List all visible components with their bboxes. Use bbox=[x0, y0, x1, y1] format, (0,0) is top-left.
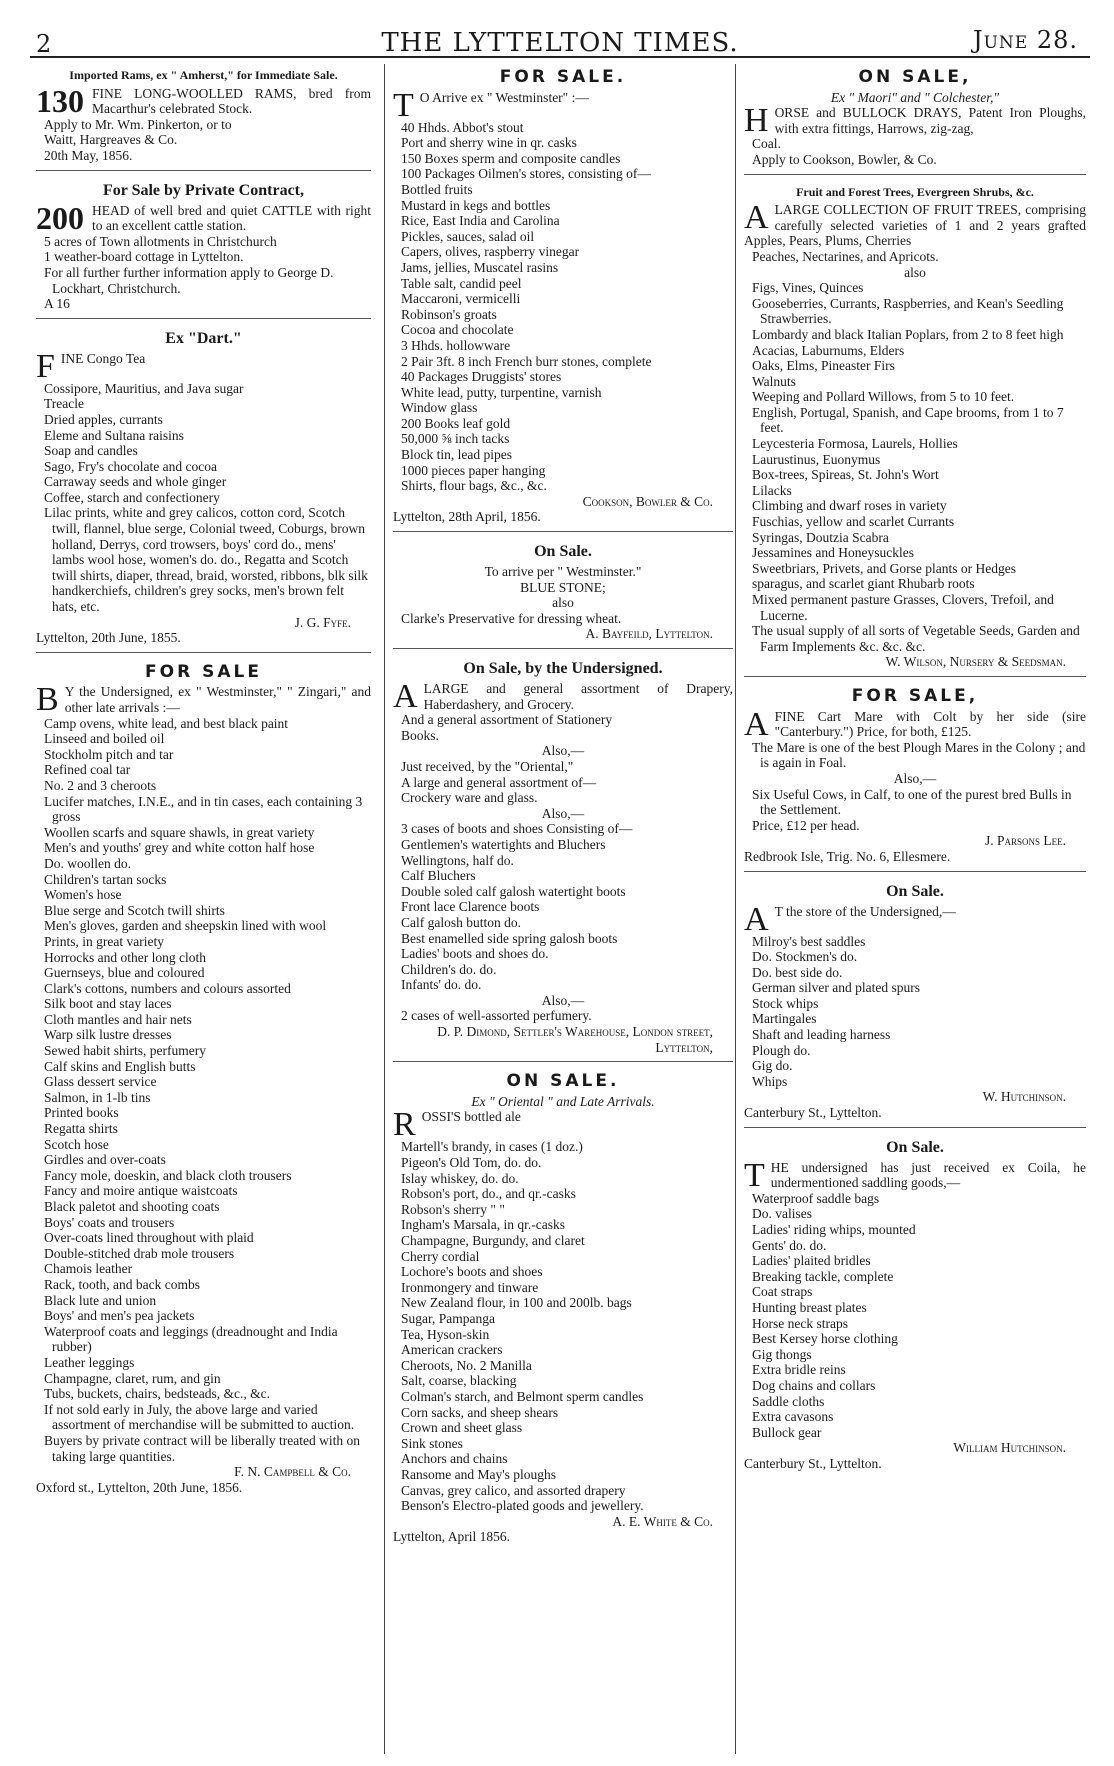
ad-intro-text: HEAD of well bred and quiet CATTLE with right to an excellent cattle station. bbox=[92, 202, 371, 234]
ad-heading: ON SALE. bbox=[506, 1071, 620, 1092]
ad-line: English, Portugal, Spanish, and Cape brooms, from 1 to 7 feet. bbox=[752, 404, 1064, 436]
ad-line: Plough do. bbox=[752, 1042, 811, 1058]
ad-intro-text: O Arrive ex " Westminster" :— bbox=[419, 89, 589, 105]
ad-line: Sewed habit shirts, perfumery bbox=[44, 1043, 206, 1059]
ad-line: Sugar, Pampanga bbox=[401, 1310, 495, 1326]
ad-heading: On Sale. bbox=[886, 1138, 944, 1156]
ad-line: Pigeon's Old Tom, do. do. bbox=[401, 1155, 542, 1171]
drop-capital: R bbox=[393, 1106, 416, 1144]
ad-line: Infants' do. do. bbox=[401, 977, 482, 993]
ad-line: Double soled calf galosh watertight boots bbox=[401, 883, 626, 899]
ad-line: 100 Packages Oilmen's stores, consisting of— bbox=[401, 166, 651, 182]
ad-line: A large and general assortment of— bbox=[401, 774, 597, 790]
ad-line: Anchors and chains bbox=[401, 1451, 508, 1467]
ad-line: Ironmongery and tinware bbox=[401, 1279, 539, 1295]
ad-signature: J. Parsons Lee. bbox=[984, 833, 1066, 849]
column-1 bbox=[36, 64, 371, 1754]
ad-heading: Imported Rams, ex " Amherst," for Immediate Sale. bbox=[69, 68, 338, 82]
ad-heading: On Sale. bbox=[534, 543, 592, 561]
ad-line: 40 Hhds. Abbot's stout bbox=[401, 119, 524, 135]
ad-signature: J. G. Fyfe. bbox=[294, 614, 351, 630]
ad-line: 3 cases of boots and shoes Consisting of— bbox=[401, 821, 633, 837]
ad-subheading: Ex " Maori" and " Colchester," bbox=[830, 89, 1000, 105]
ad-line: Ransome and May's ploughs bbox=[401, 1466, 557, 1482]
drop-capital: F bbox=[36, 347, 55, 385]
ad-intro-text: OSSI'S bottled ale bbox=[421, 1109, 521, 1125]
ad-line: Shirts, flour bags, &c., &c. bbox=[401, 478, 547, 494]
ad-line: Colman's starch, and Belmont sperm candles bbox=[401, 1388, 644, 1404]
column-2 bbox=[384, 64, 733, 1754]
ad-line: Regatta shirts bbox=[44, 1121, 118, 1137]
ad-line: Lucifer matches, I.N.E., and in tin cases, each containing 3 gross bbox=[44, 793, 363, 825]
ad-line: Benson's Electro-plated goods and jewellery. bbox=[401, 1498, 644, 1514]
ad-line: Box-trees, Spireas, St. John's Wort bbox=[752, 467, 939, 483]
ad-line: Syringas, Doutzia Scabra bbox=[752, 529, 889, 545]
ad-line: Also,— bbox=[893, 770, 937, 786]
ad-line: Breaking tackle, complete bbox=[752, 1268, 894, 1284]
ad-line: Black lute and union bbox=[44, 1292, 157, 1308]
ad-intro-text: LARGE COLLECTION OF FRUIT TREES, comprising carefully selected varieties of 1 and 2 years grafted Apples, Pears, Plums, Cherries bbox=[744, 202, 1086, 249]
ad-intro-text: INE Congo Tea bbox=[60, 350, 146, 366]
ad-intro-text: FINE Cart Mare with Colt by her side (sire "Canterbury.") Price, for both, £125. bbox=[774, 708, 1086, 740]
ad-line: Soap and candles bbox=[44, 443, 138, 459]
ad-line: Buyers by private contract will be liberally treated with on taking large quantities. bbox=[44, 1432, 361, 1464]
drop-capital: A bbox=[393, 678, 418, 715]
ad-line: Stock whips bbox=[752, 995, 819, 1011]
ad-signature: F. N. Campbell & Co. bbox=[234, 1464, 351, 1480]
ad-line: Warp silk lustre dresses bbox=[44, 1027, 172, 1043]
ad-line: Gooseberries, Currants, Raspberries, and Kean's Seedling Strawberries. bbox=[752, 295, 1064, 327]
ad-number: 200 bbox=[36, 199, 84, 236]
ad-date-line: Oxford st., Lyttelton, 20th June, 1856. bbox=[36, 1479, 243, 1495]
ad-line: 200 Books leaf gold bbox=[401, 415, 511, 431]
ad-line: Calf Bluchers bbox=[401, 868, 476, 884]
ad-line: Islay whiskey, do. do. bbox=[401, 1170, 519, 1186]
ad-line: Gig thongs bbox=[752, 1346, 812, 1362]
drop-capital: T bbox=[744, 1156, 765, 1194]
ad-line: Six Useful Cows, in Calf, to one of the purest bred Bulls in the Settlement. bbox=[752, 786, 1072, 818]
ad-line: If not sold early in July, the above large and varied assortment of merchandise will be submitted to auction. bbox=[44, 1401, 355, 1433]
ad-line: Whips bbox=[752, 1073, 788, 1089]
columns bbox=[30, 64, 1090, 1754]
ad-line: Ladies' boots and shoes do. bbox=[401, 946, 549, 962]
ad-line: Children's do. do. bbox=[401, 961, 497, 977]
ad-line: Prints, in great variety bbox=[44, 933, 164, 949]
advertisement bbox=[393, 655, 733, 1062]
ad-heading: ON SALE, bbox=[858, 67, 972, 87]
ad-line: Ingham's Marsala, in qr.-casks bbox=[401, 1217, 566, 1233]
ad-line: The Mare is one of the best Plough Mares in the Colony ; and is again in Foal. bbox=[752, 739, 1086, 771]
ad-line: also bbox=[904, 264, 926, 280]
ad-line: Apply to Mr. Wm. Pinkerton, or to bbox=[44, 116, 232, 132]
ad-line: Maccaroni, vermicelli bbox=[401, 291, 521, 307]
ad-line: Crockery ware and glass. bbox=[401, 790, 538, 806]
ad-line: Stockholm pitch and tar bbox=[44, 746, 174, 762]
ad-subheading: Ex " Oriental " and Late Arrivals. bbox=[471, 1093, 655, 1109]
ad-line: Hunting breast plates bbox=[752, 1299, 867, 1315]
ad-line: Ladies' plaited bridles bbox=[752, 1253, 871, 1269]
ad-signature: W. Wilson, Nursery & Seedsman. bbox=[885, 654, 1066, 670]
advertisement bbox=[36, 325, 371, 653]
ad-line: Woollen scarfs and square shawls, in great variety bbox=[44, 824, 315, 840]
ad-line: Over-coats lined throughout with plaid bbox=[44, 1230, 254, 1246]
ad-line: Robson's sherry " " bbox=[401, 1201, 505, 1217]
ad-date-line: Canterbury St., Lyttelton. bbox=[744, 1455, 882, 1471]
drop-capital: B bbox=[36, 681, 59, 719]
ad-line: Salmon, in 1-lb tins bbox=[44, 1089, 151, 1105]
ad-line: sparagus, and scarlet giant Rhubarb roots bbox=[752, 576, 975, 592]
ad-line: Canvas, grey calico, and assorted drapery bbox=[401, 1482, 626, 1498]
drop-capital: T bbox=[393, 86, 414, 124]
ad-line: Best Kersey horse clothing bbox=[752, 1331, 898, 1347]
ad-intro-text: FINE LONG-WOOLLED RAMS, bred from Macarthur's celebrated Stock. bbox=[92, 85, 371, 117]
ad-line: Also,— bbox=[541, 805, 585, 821]
ad-line: Mustard in kegs and bottles bbox=[401, 197, 551, 213]
ad-line: Lilacks bbox=[752, 482, 792, 498]
ad-line: Bottled fruits bbox=[401, 181, 473, 197]
ad-line: Cocoa and chocolate bbox=[401, 322, 514, 338]
ad-line: American crackers bbox=[401, 1342, 503, 1358]
ad-line: Coat straps bbox=[752, 1284, 813, 1300]
ad-line: Acacias, Laburnums, Elders bbox=[752, 342, 905, 358]
newspaper-page bbox=[30, 16, 1090, 1756]
ad-line: Boys' coats and trousers bbox=[44, 1214, 175, 1230]
ad-line: To arrive per " Westminster." bbox=[484, 564, 642, 580]
ad-line: Robinson's groats bbox=[401, 306, 497, 322]
ad-signature: William Hutchinson. bbox=[953, 1440, 1066, 1456]
ad-line: Scotch hose bbox=[44, 1136, 109, 1152]
ad-line: Men's and youths' grey and white cotton half hose bbox=[44, 840, 315, 856]
advertisement bbox=[393, 1068, 733, 1551]
ad-line: Girdles and over-coats bbox=[44, 1152, 166, 1168]
ad-line: Robson's port, do., and qr.-casks bbox=[401, 1186, 576, 1202]
ad-line: Do. woollen do. bbox=[44, 855, 131, 871]
ad-line: Block tin, lead pipes bbox=[401, 447, 512, 463]
ad-line: Tea, Hyson-skin bbox=[401, 1326, 490, 1342]
ad-line: Jessamines and Honeysuckles bbox=[752, 545, 914, 561]
ad-line: Blue serge and Scotch twill shirts bbox=[44, 902, 225, 918]
ad-line: Oaks, Elms, Pineaster Firs bbox=[752, 358, 895, 374]
ad-line: Rack, tooth, and back combs bbox=[44, 1276, 200, 1292]
ad-line: Sago, Fry's chocolate and cocoa bbox=[44, 458, 218, 474]
ad-date-line: Canterbury St., Lyttelton. bbox=[744, 1105, 882, 1121]
ad-line: Laurustinus, Euonymus bbox=[752, 451, 881, 467]
ad-line: German silver and plated spurs bbox=[752, 980, 920, 996]
ad-line: Chamois leather bbox=[44, 1261, 133, 1277]
ad-line: Calf galosh button do. bbox=[401, 914, 521, 930]
ad-date-line: Lyttelton, April 1856. bbox=[393, 1529, 510, 1545]
ad-line: Horrocks and other long cloth bbox=[44, 949, 206, 965]
ad-line: New Zealand flour, in 100 and 200lb. bags bbox=[401, 1295, 632, 1311]
ad-line: Also,— bbox=[541, 743, 585, 759]
ad-line: Sweetbriars, Privets, and Gorse plants or Hedges bbox=[752, 560, 1016, 576]
drop-capital: A bbox=[744, 900, 769, 938]
advertisement bbox=[36, 64, 371, 171]
ad-intro-text: LARGE and general assortment of Drapery, Haberdashery, and Grocery. bbox=[423, 681, 733, 712]
ad-line: Do. valises bbox=[752, 1206, 812, 1222]
advertisement bbox=[744, 683, 1086, 872]
ad-line: Dried apples, currants bbox=[44, 411, 163, 427]
ad-line: Weeping and Pollard Willows, from 5 to 10 feet. bbox=[752, 389, 1015, 405]
issue-date: June 28. bbox=[972, 26, 1078, 54]
ad-line: Milroy's best saddles bbox=[752, 933, 866, 949]
ad-line: Waterproof coats and leggings (dreadnought and India rubber) bbox=[44, 1323, 338, 1355]
ad-line: Extra cavasons bbox=[752, 1409, 834, 1425]
ad-line: 1000 pieces paper hanging bbox=[401, 462, 546, 478]
ad-line: Shaft and leading harness bbox=[752, 1027, 891, 1043]
ad-line: 3 Hhds. hollowware bbox=[401, 337, 511, 353]
ad-line: Table salt, candid peel bbox=[401, 275, 522, 291]
ad-line: Climbing and dwarf roses in variety bbox=[752, 498, 947, 514]
advertisement bbox=[744, 64, 1086, 175]
ad-line: 2 cases of well-assorted perfumery. bbox=[401, 1008, 592, 1024]
ad-heading: Fruit and Forest Trees, Evergreen Shrubs, &c. bbox=[796, 184, 1034, 199]
ad-line: And a general assortment of Stationery bbox=[401, 712, 613, 728]
drop-capital: H bbox=[744, 102, 769, 140]
ad-line: Carraway seeds and whole ginger bbox=[44, 474, 227, 490]
ad-line: Wellingtons, half do. bbox=[401, 852, 514, 868]
ad-date-line: Lyttelton, 20th June, 1855. bbox=[36, 630, 181, 646]
ad-line: Jams, jellies, Muscatel rasins bbox=[401, 259, 559, 275]
ad-line: Black paletot and shooting coats bbox=[44, 1199, 220, 1214]
ad-line: Gents' do. do. bbox=[752, 1237, 827, 1253]
advertisement bbox=[744, 878, 1086, 1128]
ad-line: Clarke's Preservative for dressing wheat. bbox=[401, 610, 622, 626]
ad-line: Mixed permanent pasture Grasses, Clovers, Trefoil, and Lucerne. bbox=[752, 592, 1054, 623]
ad-line: Double-stitched drab mole trousers bbox=[44, 1245, 235, 1261]
ad-line: Women's hose bbox=[44, 887, 122, 903]
advertisement bbox=[393, 64, 733, 532]
drop-capital: A bbox=[744, 705, 769, 743]
ad-line: No. 2 and 3 cheroots bbox=[44, 777, 157, 793]
ad-line: Coffee, starch and confectionery bbox=[44, 489, 220, 505]
ad-line: Lombardy and black Italian Poplars, from 2 to 8 feet high bbox=[752, 326, 1064, 342]
ad-line: Gentlemen's watertights and Bluchers bbox=[401, 836, 606, 852]
ad-line: 50,000 ⅝ inch tacks bbox=[401, 431, 510, 447]
ad-line: Port and sherry wine in qr. casks bbox=[401, 135, 577, 151]
column-3 bbox=[735, 64, 1086, 1754]
masthead-title: THE LYTTELTON TIMES. bbox=[381, 28, 739, 58]
ad-line: Also,— bbox=[541, 992, 585, 1008]
advertisement bbox=[744, 1134, 1086, 1478]
ad-line: Champagne, claret, rum, and gin bbox=[44, 1370, 221, 1386]
ad-line: Champagne, Burgundy, and claret bbox=[401, 1233, 585, 1248]
ad-line: Window glass bbox=[401, 400, 478, 416]
ad-signature: A. Bayfeild, Lyttelton. bbox=[585, 626, 713, 642]
ad-line: Apply to Cookson, Bowler, & Co. bbox=[752, 151, 937, 167]
drop-capital: A bbox=[744, 199, 769, 237]
ad-line: Extra bridle reins bbox=[752, 1362, 846, 1378]
ad-line: Peaches, Nectarines, and Apricots. bbox=[752, 248, 939, 264]
ad-line: 1 weather-board cottage in Lyttelton. bbox=[44, 249, 244, 265]
ad-line: Ladies' riding whips, mounted bbox=[752, 1222, 916, 1237]
ad-line: 5 acres of Town allotments in Christchurch bbox=[44, 233, 277, 249]
ad-line: Gig do. bbox=[752, 1058, 793, 1074]
ad-line: Boys' and men's pea jackets bbox=[44, 1308, 195, 1324]
ad-number: 130 bbox=[36, 82, 84, 119]
ad-line: Do. Stockmen's do. bbox=[752, 949, 858, 965]
ad-line: Children's tartan socks bbox=[44, 871, 167, 887]
ad-line: Bullock gear bbox=[752, 1424, 822, 1440]
ad-heading: For Sale by Private Contract, bbox=[103, 181, 304, 199]
ad-line: Best enamelled side spring galosh boots bbox=[401, 930, 618, 946]
ad-line: 20th May, 1856. bbox=[44, 147, 133, 163]
ad-line: Martingales bbox=[752, 1011, 817, 1027]
ad-line: Coal. bbox=[752, 136, 781, 152]
ad-signature: A. E. White & Co. bbox=[612, 1513, 713, 1529]
ad-line: Fancy mole, doeskin, and black cloth trousers bbox=[44, 1167, 292, 1183]
ad-line: White lead, putty, turpentine, varnish bbox=[401, 384, 602, 400]
ad-line: 2 Pair 3ft. 8 inch French burr stones, complete bbox=[401, 353, 652, 369]
ad-line: Clark's cottons, numbers and colours assorted bbox=[44, 980, 291, 996]
ad-intro-text: Y the Undersigned, ex " Westminster," " Zingari," and other late arrivals :— bbox=[64, 684, 371, 715]
ad-line: Men's gloves, garden and sheepskin lined with wool bbox=[44, 918, 327, 934]
ad-line: Price, £12 per head. bbox=[752, 817, 860, 833]
ad-line: Cossipore, Mauritius, and Java sugar bbox=[44, 380, 244, 396]
ad-heading: FOR SALE bbox=[145, 661, 262, 682]
page-number: 2 bbox=[36, 30, 52, 58]
ad-line: Waterproof saddle bags bbox=[752, 1190, 880, 1206]
ad-line: Do. best side do. bbox=[752, 964, 843, 980]
ad-line: Pickles, sauces, salad oil bbox=[401, 228, 535, 244]
ad-line: Tubs, buckets, chairs, bedsteads, &c., &c. bbox=[44, 1386, 270, 1402]
ad-signature: D. P. Dimond, Settler's Warehouse, London street, Lyttelton, bbox=[437, 1024, 713, 1055]
ad-line: Walnuts bbox=[752, 373, 796, 389]
ad-line: Dog chains and collars bbox=[752, 1377, 876, 1393]
ad-line: Crown and sheet glass bbox=[401, 1420, 523, 1436]
ad-line: A 16 bbox=[44, 296, 70, 312]
ad-line: Silk boot and stay laces bbox=[44, 996, 172, 1012]
ad-line: Printed books bbox=[44, 1105, 119, 1121]
ad-line: Just received, by the "Oriental," bbox=[401, 758, 574, 774]
ad-line: Cloth mantles and hair nets bbox=[44, 1011, 192, 1027]
ad-signature: W. Hutchinson. bbox=[982, 1089, 1066, 1105]
ad-line: Lochore's boots and shoes bbox=[401, 1264, 543, 1280]
ad-line: Saddle cloths bbox=[752, 1393, 825, 1409]
ad-line: Calf skins and English butts bbox=[44, 1058, 196, 1074]
ad-line: 150 Boxes sperm and composite candles bbox=[401, 150, 621, 166]
ad-line: Guernseys, blue and coloured bbox=[44, 965, 205, 981]
ad-line: Lilac prints, white and grey calicos, cotton cord, Scotch twill, flannel, blue serge, Colonial tweed, Coburgs, brown holland, Derrys, cord trowsers, boys' cord do., mens' lambs wool hose, women's do. do., Regatta and Scotch twill shirts, diaper, thread, braid, worsted, ribbons, blk silk handkerchiefs, children's grey socks, men's brown felt hats, etc. bbox=[44, 505, 368, 615]
ad-line: Leather leggings bbox=[44, 1354, 135, 1370]
ad-heading: FOR SALE. bbox=[499, 67, 627, 87]
ad-line: Fuschias, yellow and scarlet Currants bbox=[752, 514, 955, 530]
ad-line: Waitt, Hargreaves & Co. bbox=[44, 132, 178, 148]
ad-line: Corn sacks, and sheep shears bbox=[401, 1404, 559, 1420]
ad-line: 40 Packages Druggists' stores bbox=[401, 369, 562, 385]
ad-line: Capers, olives, raspberry vinegar bbox=[401, 244, 580, 260]
ad-line: also bbox=[552, 595, 574, 611]
ad-line: Sink stones bbox=[401, 1435, 463, 1451]
ad-line: Fancy and moire antique waistcoats bbox=[44, 1183, 238, 1199]
ad-line: Front lace Clarence boots bbox=[401, 899, 540, 915]
ad-signature: Cookson, Bowler & Co. bbox=[582, 493, 713, 509]
ad-heading: On Sale. bbox=[886, 882, 944, 900]
ad-line: Linseed and boiled oil bbox=[44, 731, 165, 747]
ad-heading: FOR SALE, bbox=[851, 685, 979, 706]
advertisement bbox=[393, 538, 733, 649]
advertisement bbox=[36, 659, 371, 1501]
ad-line: Cherry cordial bbox=[401, 1248, 480, 1264]
advertisement bbox=[744, 181, 1086, 677]
ad-intro-text: HE undersigned has just received ex Coila, he undermentioned saddling goods,— bbox=[770, 1159, 1086, 1191]
ad-intro-text: T the store of the Undersigned,— bbox=[774, 903, 956, 919]
ad-line: Camp ovens, white lead, and best black paint bbox=[44, 715, 289, 731]
advertisement bbox=[36, 177, 371, 319]
ad-line: For all further further information apply to George D. Lockhart, Christchurch. bbox=[44, 264, 334, 296]
ad-heading: On Sale, by the Undersigned. bbox=[463, 660, 663, 677]
ad-line: Martell's brandy, in cases (1 doz.) bbox=[401, 1139, 583, 1155]
ad-line: Salt, coarse, blacking bbox=[401, 1373, 517, 1389]
ad-date-line: Redbrook Isle, Trig. No. 6, Ellesmere. bbox=[744, 848, 951, 864]
ad-line: Rice, East India and Carolina bbox=[401, 213, 560, 229]
ad-line: Refined coal tar bbox=[44, 762, 131, 778]
ad-line: BLUE STONE; bbox=[520, 579, 606, 595]
ad-line: Horse neck straps bbox=[752, 1315, 848, 1331]
ad-line: The usual supply of all sorts of Vegetable Seeds, Garden and Farm Implements &c. &c. &c. bbox=[752, 623, 1080, 654]
ad-line: Cheroots, No. 2 Manilla bbox=[401, 1357, 532, 1373]
ad-line: Books. bbox=[401, 727, 439, 743]
ad-line: Leycesteria Formosa, Laurels, Hollies bbox=[752, 436, 958, 452]
ad-intro-text: ORSE and BULLOCK DRAYS, Patent Iron Ploughs, with extra fittings, Harrows, zig-zag, bbox=[774, 105, 1086, 136]
ad-line: Figs, Vines, Quinces bbox=[752, 280, 864, 296]
ad-line: Treacle bbox=[44, 396, 84, 412]
ad-line: Glass dessert service bbox=[44, 1074, 157, 1090]
page-header bbox=[30, 16, 1090, 58]
ad-date-line: Lyttelton, 28th April, 1856. bbox=[393, 509, 541, 525]
ad-heading: Ex "Dart." bbox=[165, 329, 242, 347]
ad-line: Eleme and Sultana raisins bbox=[44, 427, 184, 443]
